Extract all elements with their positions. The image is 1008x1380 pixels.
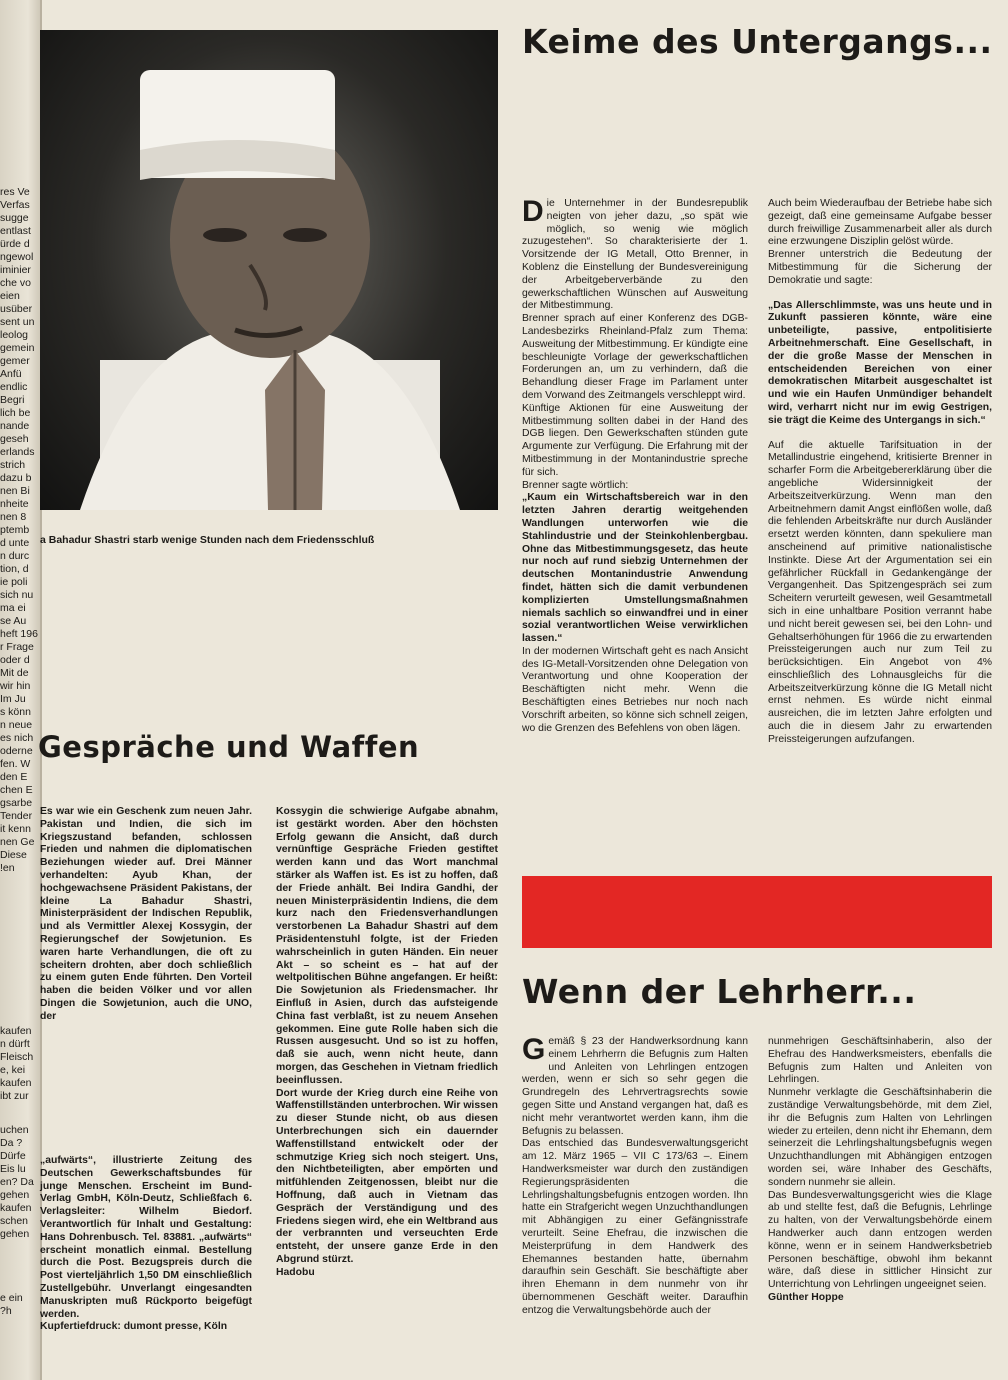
fragment-line: sent un bbox=[0, 316, 35, 328]
fragment-line: schen bbox=[0, 1215, 29, 1227]
article-lehrherr-column-2 bbox=[768, 1036, 992, 1305]
fragment-line: sich nu bbox=[0, 589, 34, 601]
left-fragment-block-3 bbox=[0, 1124, 38, 1241]
fragment-line: en! bbox=[0, 862, 15, 874]
fragment-line: sugge bbox=[0, 212, 29, 224]
fragment-line: gsarbe bbox=[0, 797, 33, 809]
author-hadobu: Hadobu bbox=[276, 1266, 315, 1278]
article-gespraeche-column-2 bbox=[276, 806, 498, 1279]
fragment-line: Diese bbox=[0, 849, 27, 861]
fragment-line: Fleisch bbox=[0, 1051, 34, 1063]
fragment-line: kaufen bbox=[0, 1025, 32, 1037]
fragment-line: it kenn bbox=[0, 823, 31, 835]
fragment-line: dazu b bbox=[0, 472, 32, 484]
fragment-line: se Au bbox=[0, 615, 27, 627]
fragment-line: r Frage bbox=[0, 641, 34, 653]
headline-keime: Keime des Untergangs... bbox=[522, 22, 993, 61]
fragment-line: s könn bbox=[0, 706, 31, 718]
fragment-line: strich bbox=[0, 459, 26, 471]
author-hoppe: Günther Hoppe bbox=[768, 1291, 844, 1303]
fragment-line: nen Bi bbox=[0, 485, 30, 497]
fragment-line: nen 8 bbox=[0, 511, 27, 523]
fragment-line: oderne bbox=[0, 745, 33, 757]
headline-lehrherr: Wenn der Lehrherr... bbox=[522, 972, 917, 1011]
paragraph: Auch beim Wiederaufbau der Betriebe habe sich gezeigt, daß eine gemeinsame Aufgabe besser durch freiwillige Zusammenarbeit aller als durch eine erzwungene Disziplin gelöst würde. bbox=[768, 198, 992, 248]
fragment-line: oder d bbox=[0, 654, 30, 666]
fragment-line: den E bbox=[0, 771, 28, 783]
fragment-line: res Ve bbox=[0, 186, 30, 198]
fragment-line: es nich bbox=[0, 732, 34, 744]
fragment-line: usüber bbox=[0, 303, 33, 315]
fragment-line: n dürft bbox=[0, 1038, 30, 1050]
article-gespraeche-column-1 bbox=[40, 806, 252, 1024]
paragraph: Nunmehr verklagte die Geschäftsinhaberin die zuständige Verwaltungsbehörde, mit dem Ziel, ihr die Befugnis zum Halten von Lehrlingen wieder zu erteilen, denn nicht ihr Ehemann, dem seinerzeit die Lehrlingshaltungsbefugnis wegen Unzuchthandlungen mit Abhängigen entzogen worden sei, wäre Inhaber des Geschäfts, sondern nunmehr sie allein. bbox=[768, 1087, 992, 1188]
fragment-line: chen E bbox=[0, 784, 33, 796]
photo-caption: a Bahadur Shastri starb wenige Stunden nach dem Friedensschluß bbox=[40, 534, 375, 546]
paragraph: ie Unternehmer in der Bundesrepublik neigten von jeher dazu, „so spät wie möglich, so wenig wie möglich zuzugestehen“. So charakterisierte der 1. Vorsitzende der IG Metall, Otto Brenner, in Koblenz die Einstellung der Bundesvereinigung der Arbeitgeberverbände zu den gewerkschaftlichen Wünschen auf Ausweitung der Mitbestimmung. bbox=[522, 198, 748, 312]
paragraph: In der modernen Wirtschaft geht es nach Ansicht des IG-Metall-Vorsitzenden ohne Delegation von Verantwortung und ohne Kooperation der Beschäftigten nicht mehr. Wenn die Beschäftigten eines Betriebes nur noch nach Vorschrift arbeiten, so könne sich schnell zeigen, wo die Grenzen des Befehlens von oben lägen. bbox=[522, 645, 748, 734]
fragment-line: n neue bbox=[0, 719, 33, 731]
portrait-photo bbox=[40, 30, 498, 510]
quote-brenner-1: „Kaum ein Wirtschaftsbereich war in den letzten Jahren derartig weitgehenden Wandlungen unterworfen wie die Stahlindustrie und der Steinkohlenbergbau. Ohne das Mitbestimmungsgesetz, das heute nur noch auf rund siebzig Unternehmen der deutschen Montanindustrie Anwendung findet, hätten sich die damit verbundenen komplizierten Umstellungsmaßnahmen niemals sachlich so einwandfrei und in einer sozial verantwortlichen Weise verwirklichen lassen.“ bbox=[522, 492, 748, 645]
left-fragment-block-2 bbox=[0, 1025, 38, 1103]
fragment-line: ma ei bbox=[0, 602, 26, 614]
fragment-line: Dürfe bbox=[0, 1150, 26, 1162]
fragment-line: heft 196 bbox=[0, 628, 38, 640]
fragment-line: entlast bbox=[0, 225, 31, 237]
paragraph: Künftige Aktionen für eine Ausweitung der Mitbestimmung sollten dabei in der Hand des DGB liegen. Den Gewerkschaften stünden gute Argumente zur Verfügung. Die Erfahrung mit der Mitbestimmung in der Montanindustrie spreche für sich. bbox=[522, 402, 748, 478]
fragment-line: Verfas bbox=[0, 199, 30, 211]
headline-gespraeche: Gespräche und Waffen bbox=[38, 730, 420, 764]
fragment-line: Tender bbox=[0, 810, 33, 822]
fragment-line: ibt zur bbox=[0, 1090, 29, 1102]
paragraph: Brenner sagte wörtlich: bbox=[522, 479, 629, 491]
paragraph: Brenner sprach auf einer Konferenz des DGB-Landesbezirks Rheinland-Pfalz zum Thema: Ausweitung der Mitbestimmung. Er kündigte eine beschleunigte Vorlage der gewerkschaftlichen Forderungen an, um zu verhindern, daß die Behandlung dieser Frage im Parlament unter dem Vorwand des Zeitmangels verschleppt wird. bbox=[522, 313, 748, 401]
fragment-line: nen Ge bbox=[0, 836, 35, 848]
red-divider-bar bbox=[522, 876, 992, 948]
fragment-line: ptemb bbox=[0, 524, 30, 536]
imprint-print: Kupfertiefdruck: dumont presse, Köln bbox=[40, 1321, 228, 1333]
fragment-line: che vo bbox=[0, 277, 31, 289]
fragment-line: kaufen bbox=[0, 1202, 32, 1214]
paragraph: Es war wie ein Geschenk zum neuen Jahr. Pakistan und Indien, die sich im Kriegszustand befanden, schlossen Frieden und nahmen die diplomatischen Beziehungen wieder auf. Drei Männer verhandelten: Ayub Khan, der hochgewachsene Präsident Pakistans, der kleine La Bahadur Shastri, Ministerpräsident der Indischen Republik, und als Vermittler Alexej Kossygin, der Regierungschef der Sowjetunion. Es waren harte Verhandlungen, die oft zu scheitern drohten, aber doch schließlich zu einem guten Ende führten. Den Vorteil haben die beiden Völker und vor allen Dingen die Sowjetunion, auch die UNO, der bbox=[40, 806, 252, 1022]
paragraph: Brenner unterstrich die Bedeutung der Mitbestimmung für die Sicherung der Demokratie und sagte: bbox=[768, 249, 992, 286]
paragraph: Kossygin die schwierige Aufgabe abnahm, ist gestärkt worden. Aber den höchsten Erfolg gewann die Ansicht, daß durch vernünftige Gespräche Frieden gestiftet werden kann und das Wort manchmal stärker als Waffen ist. Es ist zu hoffen, daß der Friede anhält. Bei Indira Gandhi, der neuen Ministerpräsidentin Indiens, die dem kurz nach den Friedensverhandlungen verstorbenen La Bahadur Shastri auf dem Präsidentenstuhl folgte, ist der Frieden wahrscheinlich in guten Händen. Ein neuer Akt – so scheint es – hat auf der weltpolitischen Bühne angefangen. Er heißt: Die Sowjetunion als Friedensmacher. Ihr Einfluß in Asien, durch das aufsteigende China fast verblaßt, ist zu neuem Ansehen gekommen. Eine gute Rolle haben sich die Russen ausgesucht. Und so ist zu hoffen, daß sie auch, wenn nicht heute, dann morgen, das Geschehen in Vietnam friedlich beeinflussen. bbox=[276, 806, 498, 1086]
fragment-line: geseh bbox=[0, 433, 29, 445]
fragment-line: ie poli bbox=[0, 576, 28, 588]
fragment-line: ngewol bbox=[0, 251, 34, 263]
imprint bbox=[40, 1155, 252, 1334]
fragment-line: nande bbox=[0, 420, 30, 432]
fragment-line: ürde d bbox=[0, 238, 30, 250]
article-lehrherr-column-1 bbox=[522, 1033, 748, 1318]
fragment-line: wir hin bbox=[0, 680, 31, 692]
dropcap-g: G bbox=[522, 1033, 546, 1066]
paragraph: emäß § 23 der Handwerksordnung kann einem Lehrherrn die Befugnis zum Halten und Anleiten von Lehrlingen entzogen werden, wenn er sich so sehr gegen die Grundregeln des Lehrvertragsrechts sowie gegen Sitte und Anstand vergangen hat, daß es nicht mehr verantwortet werden kann, ihm die Befugnis zu belassen. bbox=[522, 1036, 748, 1137]
fragment-line: endlic bbox=[0, 381, 28, 393]
paragraph: Das Bundesverwaltungsgericht wies die Klage ab und stellte fest, daß die Befugnis, Lehrlinge zu halten, von der Verwaltungsbehörde einem Handwerker auch dann entzogen werden könne, wenn er in seinem Handwerksbetrieb Personen beschäftige, obwohl ihm bekannt wäre, daß diese in sittlicher Hinsicht zur Unterrichtung von Lehrlingen ungeeignet seien. bbox=[768, 1189, 992, 1291]
paragraph: Auf die aktuelle Tarifsituation in der Metallindustrie eingehend, kritisierte Brenner in scharfer Form die Arbeitgebererklärung über die angebliche Widersinnigkeit der Arbeitszeitverkürzung. Wenn man den Arbeitnehmern damit Angst einflößen wolle, daß die fehlenden Arbeitskräfte nur durch Ausländer ersetzt werden könnten, dann spekuliere man anscheinend auf primitive nationalistische Instinkte. Diese Art der Argumentation sei ein gefährlicher Rückfall in Gedankengänge der Vergangenheit. Das Spitzengespräch sei zum Scheitern verurteilt gewesen, weil Gesamtmetall sich in eine unhaltbare Position verrannt habe und nicht bereit gewesen sei, bei den Lohn- und Gehaltserhöhungen für 1966 die zu erwartenden Preissteigerungen auch nur zum Teil zu berücksichtigen. Ein Angebot von 4% einschließlich des Lohnausgleichs für die Arbeitszeitverkürzung könne die IG Metall nicht ernst nehmen. Es würde nicht einmal ausreichen, die im letzten Jahre erfolgten und auch die in diesem Jahr zu erwartenden Preissteigerungen aufzufangen. bbox=[768, 439, 992, 745]
article-keime-column-2 bbox=[768, 198, 992, 747]
fragment-line: gehen bbox=[0, 1228, 30, 1240]
fragment-line: Im Ju bbox=[0, 693, 26, 705]
fragment-line: leolog bbox=[0, 329, 29, 341]
fragment-line: Eis lu bbox=[0, 1163, 26, 1175]
fragment-line: nheite bbox=[0, 498, 29, 510]
fragment-line: Begri bbox=[0, 394, 25, 406]
fragment-line: gemer bbox=[0, 355, 30, 367]
fragment-line: n durc bbox=[0, 550, 30, 562]
imprint-text: „aufwärts“, illustrierte Zeitung des Deutschen Gewerkschaftsbundes für junge Menschen. Erscheint im Bund-Verlag GmbH, Köln-Deutz, Schließfach 6. Verlagsleiter: Wilhelm Biedorf. Verantwortlich für Inhalt und Gestaltung: Hans Dohrenbusch. Tel. 83881. „aufwärts“ erscheint monatlich einmal. Bestellung durch die Post. Bezugspreis durch die Post vierteljährlich 1,50 DM einschließlich Zustellgebühr. Unverlangt eingesandten Manuskripten muß Rückporto beigefügt werden. bbox=[40, 1155, 252, 1320]
paragraph: Dort wurde der Krieg durch eine Reihe von Waffenstillständen unterbrochen. Wir wissen zu dieser Stunde nicht, ob aus diesen Unterbrechungen sich ein dauernder Waffenstillstand entwickelt oder der schmutzige Krieg sich noch steigert. Uns, den Nichtbeteiligten, aber empörten und mitfühlenden Zeitgenossen, bleibt nur die Hoffnung, daß auch in Vietnam das Gespräch der Verständigung und des Friedens siegen wird, ehe ein Weltbrand aus der verbrannten und verseuchten Erde entsteht, der unsere ganze Erde in den Abgrund stürzt. bbox=[276, 1087, 498, 1265]
fragment-line: fen. W bbox=[0, 758, 31, 770]
fragment-line: e ein bbox=[0, 1292, 23, 1304]
fragment-line: eien bbox=[0, 290, 20, 302]
fragment-line: ? Da bbox=[0, 1137, 23, 1149]
quote-brenner-2: „Das Allerschlimmste, was uns heute und in Zukunft passieren könnte, wäre eine unbeteiligte, passive, entpolitisierte Arbeitnehmerschaft. Eine Gesellschaft, in der die große Masse der Menschen in entscheidenden Bereichen von einer demokratischen Mitarbeit ausgeschaltet ist und wie ein Haufen Unmündiger behandelt wird, verharrt nicht nur im ewig Gestrigen, sie trägt die Keime des Untergangs in sich.“ bbox=[768, 299, 992, 426]
fragment-line: gehen bbox=[0, 1189, 30, 1201]
fragment-line: d unte bbox=[0, 537, 30, 549]
paragraph: Das entschied das Bundesverwaltungsgericht am 12. März 1965 – VII C 173/63 –. Einem Handwerksmeister war durch den zuständigen Regierungspräsidenten die Lehrlingshaltungsbefugnis entzogen worden. Ihn hatte ein Strafgericht wegen Unzuchthandlungen mit Abhängigen zu einer Gefängnisstrafe verurteilt. Seine Ehefrau, die inzwischen die Meisterprüfung in dem Handwerk des Ehemannes bestanden hatte, übernahm daraufhin sein Geschäft. Sie beschäftigte aber ihren Ehemann in dem nunmehr von ihr übernommenen Geschäft weiter. Daraufhin entzog die Verwaltungsbehörde auch der bbox=[522, 1138, 748, 1316]
paragraph: nunmehrigen Geschäftsinhaberin, also der Ehefrau des Handwerksmeisters, ebenfalls die Befugnis zum Halten und Anleiten von Lehrlingen. bbox=[768, 1036, 992, 1086]
fragment-line: gemein bbox=[0, 342, 35, 354]
fragment-line: erlands bbox=[0, 446, 35, 458]
left-fragment-block-1 bbox=[0, 186, 38, 875]
fragment-line: Mit de bbox=[0, 667, 29, 679]
fragment-line: tion, d bbox=[0, 563, 29, 575]
fragment-line: e, kei bbox=[0, 1064, 26, 1076]
fragment-line: Anfü bbox=[0, 368, 22, 380]
article-keime-column-1 bbox=[522, 195, 748, 735]
fragment-line: lich be bbox=[0, 407, 31, 419]
fragment-line: iminier bbox=[0, 264, 31, 276]
fragment-line: kaufen bbox=[0, 1077, 32, 1089]
fragment-line: h? bbox=[0, 1305, 12, 1317]
fragment-line: en? Da bbox=[0, 1176, 34, 1188]
fragment-line: uchen bbox=[0, 1124, 29, 1136]
left-fragment-block-4 bbox=[0, 1292, 38, 1318]
dropcap-d: D bbox=[522, 195, 544, 228]
